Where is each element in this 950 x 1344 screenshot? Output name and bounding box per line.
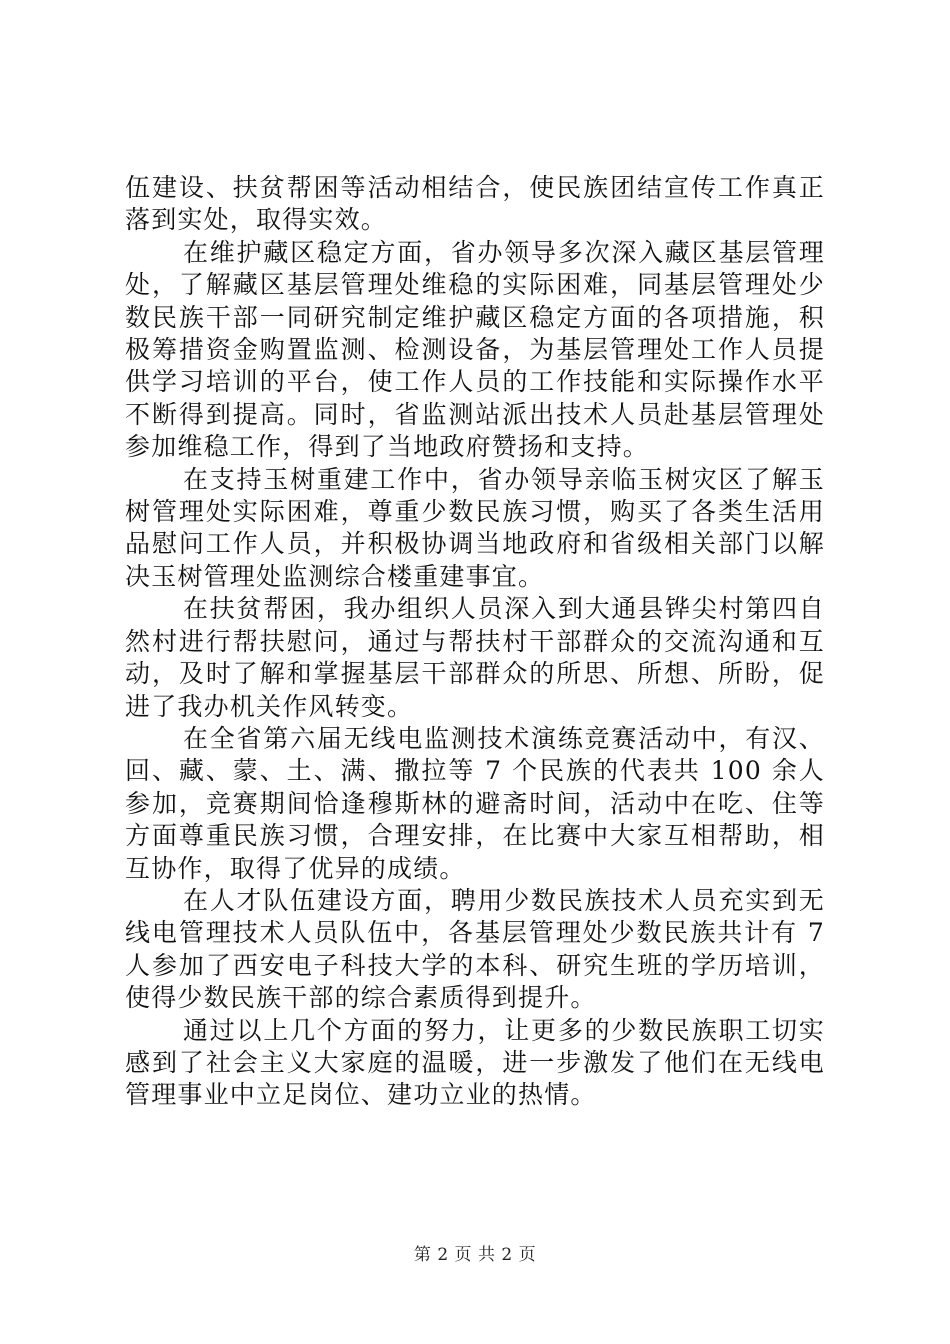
paragraph: 在维护藏区稳定方面，省办领导多次深入藏区基层管理处，了解藏区基层管理处维稳的实际困难，同基层管理处少数民族干部一同研究制定维护藏区稳定方面的各项措施，积极筹措资金购置监测、检测设备，为基层管理处工作人员提供学习培训的平台，使工作人员的工作技能和实际操作水平不断得到提高。同时，省监测站派出技术人员赴基层管理处参加维稳工作，得到了当地政府赞扬和支持。 [125, 237, 825, 462]
document-body [125, 172, 825, 1112]
paragraph: 通过以上几个方面的努力，让更多的少数民族职工切实感到了社会主义大家庭的温暖，进一步激发了他们在无线电管理事业中立足岗位、建功立业的热情。 [125, 1015, 825, 1110]
paragraph: 伍建设、扶贫帮困等活动相结合，使民族团结宣传工作真正落到实处，取得实效。 [125, 173, 825, 235]
page-number-footer: 第 2 页 共 2 页 [413, 1245, 537, 1265]
paragraph: 在支持玉树重建工作中，省办领导亲临玉树灾区了解玉树管理处实际困难，尊重少数民族习惯，购买了各类生活用品慰问工作人员，并积极协调当地政府和省级相关部门以解决玉树管理处监测综合楼重建事宜。 [125, 464, 825, 591]
paragraph: 在人才队伍建设方面，聘用少数民族技术人员充实到无线电管理技术人员队伍中，各基层管理处少数民族共计有 7 人参加了西安电子科技大学的本科、研究生班的学历培训，使得少数民族干部的综合素质得到提升。 [125, 885, 825, 1013]
paragraph: 在扶贫帮困，我办组织人员深入到大通县铧尖村第四自然村进行帮扶慰问，通过与帮扶村干部群众的交流沟通和互动，及时了解和掌握基层干部群众的所思、所想、所盼，促进了我办机关作风转变。 [125, 594, 825, 721]
paragraph: 在全省第六届无线电监测技术演练竞赛活动中，有汉、回、藏、蒙、土、满、撒拉等 7 个民族的代表共 100 余人参加，竞赛期间恰逢穆斯林的避斋时间，活动中在吃、住等方面尊重民族习惯，合理安排，在比赛中大家互相帮助，相互协作，取得了优异的成绩。 [125, 723, 825, 883]
